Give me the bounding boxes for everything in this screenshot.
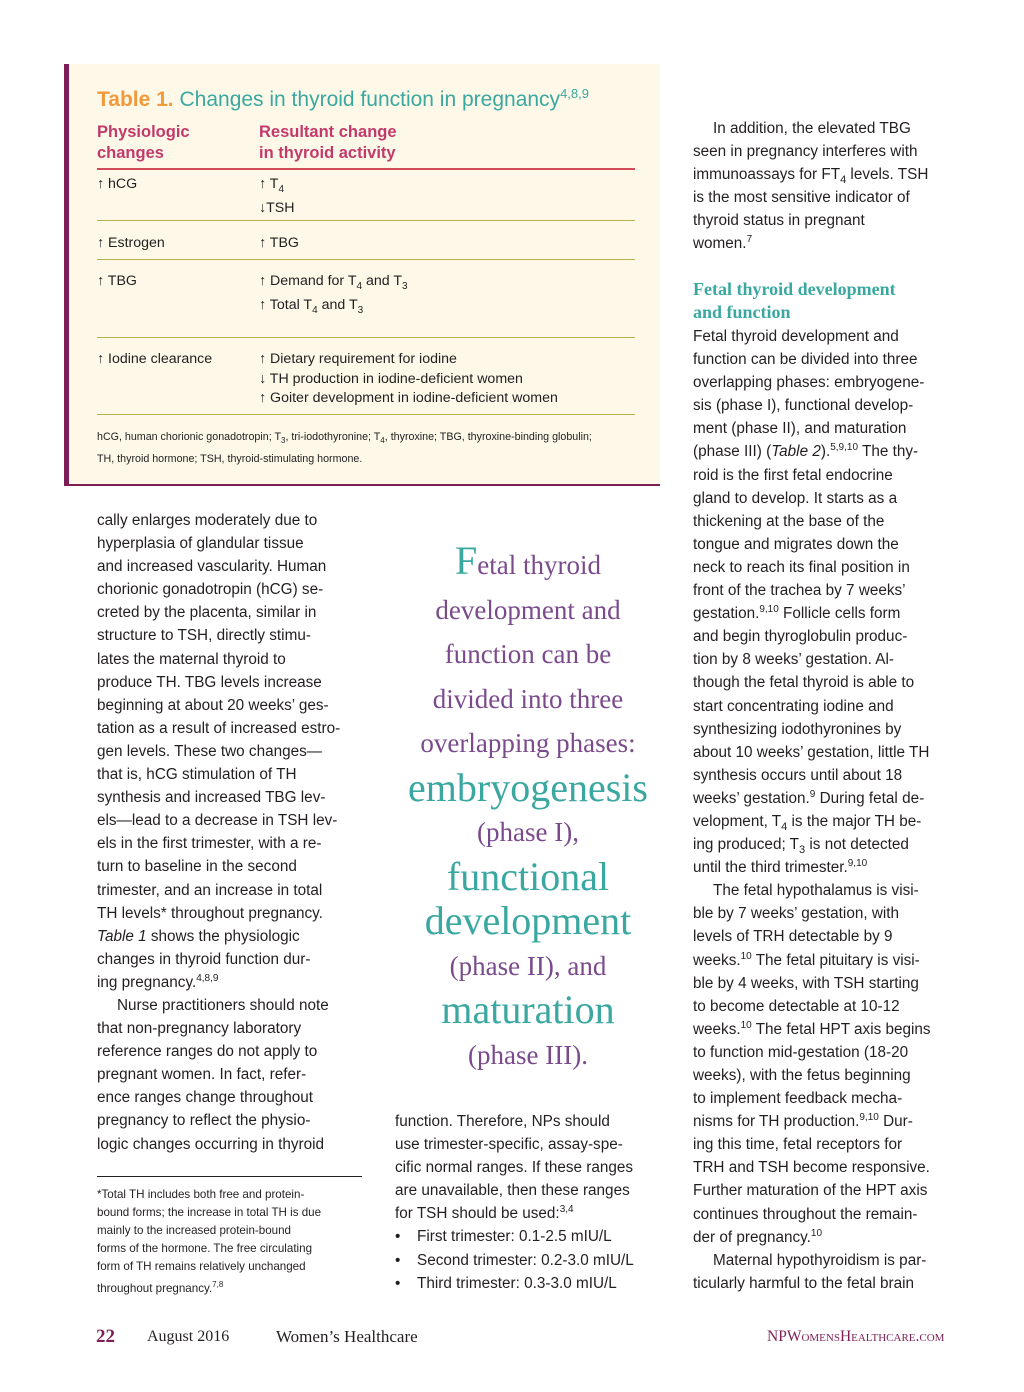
text-line: are unavailable, then these ranges [395, 1182, 630, 1200]
col1-header [97, 122, 190, 164]
text-line: produce TH. TBG levels increase [97, 673, 322, 691]
text-line: trimester, and an increase in total [97, 881, 323, 899]
text-line: Fetal thyroid development and [693, 328, 899, 345]
text-line: beginning at about 20 weeks’ ges- [97, 696, 329, 714]
text-line: sis (phase I), functional develop- [693, 397, 914, 415]
text-line: Table 1 shows the physiologic [97, 927, 300, 945]
text-line: Nurse practitioners should note [117, 996, 329, 1014]
table-title-text: Changes in thyroid function in pregnancy [179, 88, 561, 111]
text-line: function can be divided into three [693, 351, 918, 369]
footnote-line: bound forms; the increase in total TH is due [97, 1205, 322, 1219]
text-line: that non-pregnancy laboratory [97, 1020, 302, 1038]
col1-header-line: changes [97, 144, 164, 162]
table-cell-change: ↑ TBG [97, 273, 137, 289]
text-line: Maternal hypothyroidism is par- [713, 1251, 927, 1269]
table-footnote-line: hCG, human chorionic gonadotropin; $T_3$, tri-iodothyronine; $T_4$, thyroxine; TBG, thyroxine-binding globulin; [97, 431, 592, 446]
text-line: and increased vascularity. Human [97, 558, 327, 576]
table-cell-result [259, 350, 558, 409]
footnote-rule [97, 1176, 362, 1177]
issue-date: August 2016 [147, 1328, 230, 1345]
text-line: (phase III) (Table 2).$^{5,9,10}$ The thy- [693, 442, 919, 461]
text-line: though the fetal thyroid is able to [693, 674, 915, 692]
text-line: is the most sensitive indicator of [693, 189, 910, 207]
text-line: turn to baseline in the second [97, 858, 297, 876]
col2-header-line: in thyroid activity [259, 144, 396, 162]
footnote [97, 1186, 321, 1297]
bullet-text: Second trimester: 0.2-3.0 mIU/L [417, 1251, 634, 1269]
text-line: tion by 8 weeks’ gestation. Al- [693, 651, 894, 669]
text-line: tongue and migrates down the [693, 535, 899, 553]
table-cell-change: ↑ Iodine clearance [97, 351, 213, 367]
text-line: cally enlarges moderately due to [97, 512, 318, 529]
text-line: about 10 weeks’ gestation, little TH [693, 743, 930, 761]
text-line: and begin thyroglobulin produc- [693, 628, 908, 646]
text-line: synthesis occurs until about 18 [693, 766, 903, 784]
text-line: velopment, $T_4$ is the major TH be- [693, 812, 922, 834]
text-line: der of pregnancy.$^{10}$ [693, 1227, 823, 1246]
table-row-rule [97, 414, 635, 415]
table-cell-change: ↑ Estrogen [97, 235, 165, 251]
text-line: hyperplasia of glandular tissue [97, 535, 304, 553]
text-line: reference ranges do not apply to [97, 1043, 318, 1061]
pull-quote-line: (phase III). [468, 1039, 588, 1070]
table-cell-result [259, 272, 408, 321]
text-line: overlapping phases: embryogene- [693, 374, 925, 392]
text-line: cific normal ranges. If these ranges [395, 1159, 634, 1177]
table-row-rule [97, 259, 635, 260]
text-line: gestation.$^{9,10}$ Follicle cells form [693, 604, 901, 623]
text-line: creted by the placenta, similar in [97, 604, 317, 622]
table-cell-change: ↑ hCG [97, 176, 138, 192]
table-cell-result-line: ↑ Goiter development in iodine-deficient women [259, 390, 558, 406]
table-cell-result-line: ↑ Demand for $T_4$ and $T_3$ [259, 273, 408, 292]
pull-quote-line: maturation [441, 987, 615, 1032]
pull-quote-line: development [424, 898, 632, 943]
text-line: front of the trachea by 7 weeks’ [693, 582, 906, 600]
table-title-refs: 4,8,9 [560, 86, 589, 101]
text-line: use trimester-specific, assay-spe- [395, 1136, 623, 1154]
col2-header-line: Resultant change [259, 123, 397, 141]
text-line: Further maturation of the HPT axis [693, 1182, 928, 1200]
magazine-name: Women’s Healthcare [276, 1327, 418, 1346]
right-column-intro [693, 117, 963, 256]
text-line: ticularly harmful to the fetal brain [693, 1274, 915, 1292]
table-footnote [97, 428, 592, 468]
pull-quote [380, 539, 676, 1077]
footnote-line: throughout pregnancy.$^{7,8}$ [97, 1279, 224, 1295]
footnote-line: mainly to the increased protein-bound [97, 1223, 291, 1237]
text-line: pregnancy to reflect the physio- [97, 1112, 311, 1130]
text-line: immunoassays for $FT_4$ levels. TSH [693, 166, 929, 187]
pull-quote-line: divided into three [432, 683, 624, 714]
bullet-icon: • [395, 1228, 401, 1246]
table-footnote-line: TH, thyroid hormone; TSH, thyroid-stimulating hormone. [97, 453, 363, 466]
text-line: synthesis and increased TBG lev- [97, 789, 326, 807]
text-line: continues throughout the remain- [693, 1205, 918, 1223]
pull-quote-line: functional [446, 853, 610, 899]
text-line: ing pregnancy.$^{4,8,9}$ [97, 972, 219, 991]
pull-quote-line: Fetal thyroid [455, 538, 601, 583]
bullet-text: First trimester: 0.1-2.5 mIU/L [417, 1228, 612, 1246]
table-cell-result-line: ↓TSH [259, 200, 295, 217]
pull-quote-line: (phase I), [477, 817, 579, 847]
text-line: thickening at the base of the [693, 512, 885, 530]
text-line: The fetal hypothalamus is visi- [713, 882, 919, 900]
table-row-rule [97, 337, 635, 338]
page-number: 22 [96, 1326, 115, 1347]
text-line: levels of TRH detectable by 9 [693, 928, 893, 946]
footnote-line: form of TH remains relatively unchanged [97, 1259, 306, 1273]
text-line: gland to develop. It starts as a [693, 489, 898, 507]
table-cell-result-line: ↑ $T_4$ [259, 176, 285, 195]
text-line: pregnant women. In fact, refer- [97, 1066, 307, 1084]
table-accent-bar [64, 64, 69, 485]
text-line: In addition, the elevated TBG [713, 120, 911, 137]
text-line: nisms for TH production.$^{9,10}$ Dur- [693, 1112, 913, 1131]
text-line: gen levels. These two changes— [97, 742, 323, 760]
table-cell-result: ↑ TBG [259, 235, 299, 251]
pull-quote-line: (phase II), and [449, 950, 607, 981]
text-line: to implement feedback mecha- [693, 1090, 903, 1108]
table-bottom-border [64, 484, 660, 486]
text-line: start concentrating iodine and [693, 697, 894, 715]
text-line: ment (phase II), and maturation [693, 420, 907, 438]
middle-column [395, 1110, 675, 1295]
table-cell-result [259, 175, 294, 219]
text-line: synthesizing iodothyronines by [693, 720, 902, 738]
website-link[interactable]: NPWomensHealthcare.com [767, 1328, 945, 1345]
table-header-rule [97, 168, 635, 170]
text-line: until the third trimester.$^{9,10}$ [693, 858, 868, 877]
text-line: roid is the first fetal endocrine [693, 466, 893, 484]
text-line: thyroid status in pregnant [693, 212, 865, 230]
text-line: TH levels* throughout pregnancy. [97, 904, 323, 922]
text-line: ble by 7 weeks’ gestation, with [693, 905, 900, 923]
text-line: function. Therefore, NPs should [395, 1113, 610, 1130]
text-line: that is, hCG stimulation of TH [97, 766, 297, 784]
footnote-line: forms of the hormone. The free circulating [97, 1241, 313, 1255]
table-cell-result-line: ↑ Dietary requirement for iodine [259, 351, 457, 367]
pull-quote-line: function can be [444, 639, 612, 669]
text-line: chorionic gonadotropin (hCG) se- [97, 581, 324, 599]
table-cell-result-line: ↑ Total $T_4$ and $T_3$ [259, 297, 364, 317]
text-line: weeks), with the fetus beginning [693, 1067, 911, 1084]
text-line: lates the maternal thyroid to [97, 650, 286, 668]
bullet-item [395, 1225, 675, 1248]
pull-quote-line: embryogenesis [408, 764, 648, 810]
bullet-icon: • [395, 1274, 401, 1292]
text-line: els in the first trimester, with a re- [97, 835, 322, 853]
col2-header [259, 122, 397, 164]
text-line: structure to TSH, directly stimu- [97, 627, 311, 645]
section-heading-line: and function [693, 302, 791, 322]
footnote-line: *Total TH includes both free and protein- [97, 1188, 305, 1201]
text-line: tation as a result of increased estro- [97, 719, 341, 737]
text-line: TRH and TSH become responsive. [693, 1159, 930, 1177]
text-line: neck to reach its final position in [693, 558, 910, 576]
text-line: ence ranges change throughout [97, 1089, 314, 1107]
text-line: weeks.$^{10}$ The fetal pituitary is visi- [693, 950, 920, 969]
table-row-rule [97, 220, 635, 221]
table-label: Table 1. [97, 88, 174, 111]
bullet-item [395, 1249, 675, 1272]
text-line: changes in thyroid function dur- [97, 950, 311, 968]
text-line: seen in pregnancy interferes with [693, 143, 918, 161]
bullet-text: Third trimester: 0.3-3.0 mIU/L [417, 1274, 617, 1292]
text-line: to become detectable at 10-12 [693, 997, 900, 1015]
table-title [97, 86, 589, 112]
text-line: ing produced; $T_3$ is not detected [693, 836, 909, 857]
pull-quote-line: overlapping phases: [420, 728, 636, 758]
section-heading [693, 278, 896, 324]
section-heading-line: Fetal thyroid development [693, 279, 896, 299]
text-line: els—lead to a decrease in TSH lev- [97, 812, 338, 830]
table-cell-result-line: ↓ TH production in iodine-deficient women [259, 370, 523, 387]
text-line: weeks.$^{10}$ The fetal HPT axis begins [693, 1019, 931, 1038]
text-line: logic changes occurring in thyroid [97, 1135, 325, 1153]
bullet-item [395, 1272, 675, 1295]
text-line: weeks’ gestation.$^9$ During fetal de- [693, 788, 925, 807]
text-line: to function mid-gestation (18-20 [693, 1043, 909, 1061]
col1-header-line: Physiologic [97, 123, 190, 141]
right-column-body [693, 325, 963, 1295]
text-line: ble by 4 weeks, with TSH starting [693, 974, 919, 992]
text-line: women.$^7$ [693, 234, 753, 253]
left-column [97, 509, 367, 1156]
text-line: ing this time, fetal receptors for [693, 1136, 903, 1154]
text-line: for TSH should be used:$^{3,4}$ [395, 1204, 574, 1223]
pull-quote-line: development and [435, 594, 621, 625]
bullet-icon: • [395, 1251, 401, 1269]
